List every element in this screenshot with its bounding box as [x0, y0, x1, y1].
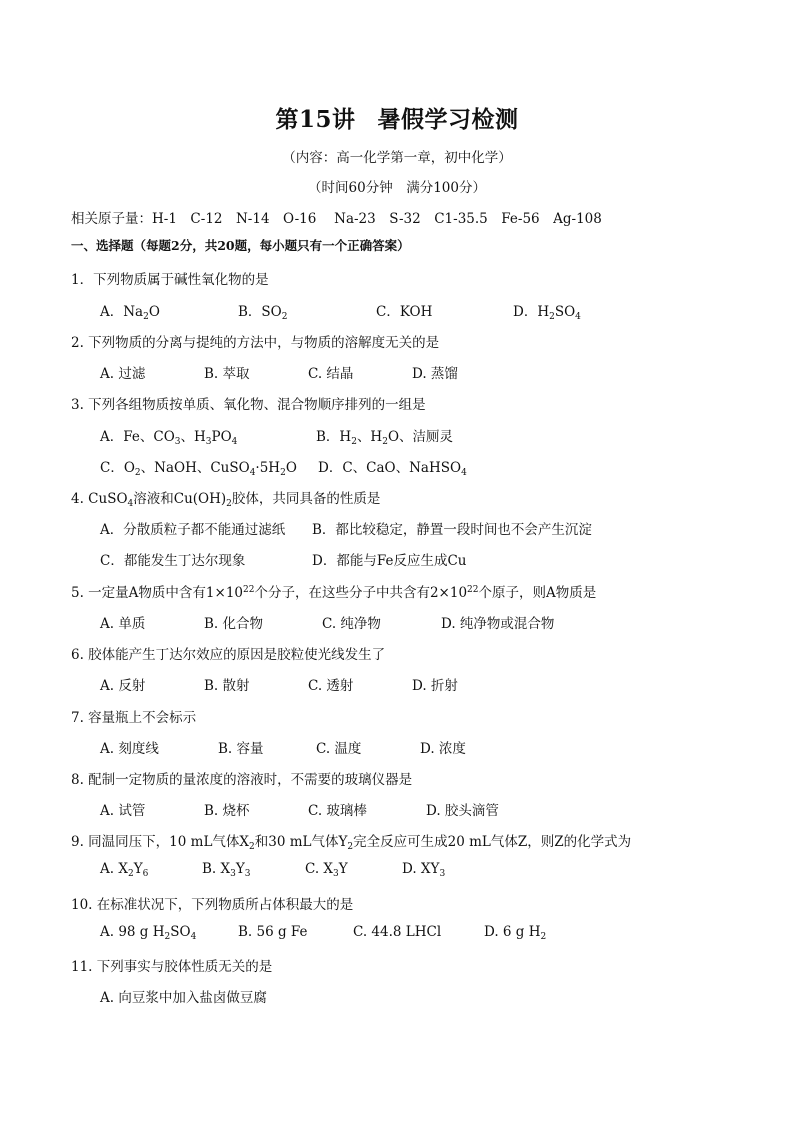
- question-stem: 10. 在标准状况下，下列物质所占体积最大的是: [71, 897, 354, 913]
- section-heading: 一、选择题（每题2分，共20题，每小题只有一个正确答案）: [71, 238, 410, 253]
- option-a: A. 刻度线: [100, 741, 159, 757]
- option-c: C. 44.8 LHCl: [353, 924, 442, 940]
- option-d: D. 纯净物或混合物: [441, 616, 555, 632]
- option-c: C．$O_2$、NaOH、$CuSO_4\cdot 5H_2O$: [100, 460, 297, 478]
- option-b: B. 萃取: [204, 366, 250, 382]
- option-d: D．都能与Fe反应生成Cu: [312, 553, 467, 569]
- option-a: A．分散质粒子都不能通过滤纸: [100, 522, 286, 538]
- question-stem: 11. 下列事实与胶体性质无关的是: [71, 959, 273, 975]
- option-a: A．Fe、$CO_3$、$H_3PO_4$: [100, 429, 238, 447]
- option-b: B．$SO_2$: [238, 304, 288, 322]
- option-c: C. 纯净物: [322, 616, 381, 632]
- option-c: C．都能发生丁达尔现象: [100, 553, 246, 569]
- option-a: A. 试管: [100, 803, 146, 819]
- option-b: B. 化合物: [204, 616, 264, 632]
- option-a: A．$Na_2O$: [100, 304, 160, 322]
- option-b: B．都比较稳定，静置一段时间也不会产生沉淀: [312, 522, 592, 538]
- option-d: D．C、CaO、NaHSO$_4$: [318, 460, 467, 478]
- question-stem: 2. 下列物质的分离与提纯的方法中，与物质的溶解度无关的是: [71, 335, 440, 351]
- option-a: A. 向豆浆中加入盐卤做豆腐: [100, 990, 267, 1006]
- option-c: C．KOH: [376, 304, 433, 320]
- question-stem: 7. 容量瓶上不会标示: [71, 710, 197, 726]
- time-note: （时间60分钟 满分100分）: [308, 180, 486, 196]
- option-d: D．$H_2SO_4$: [513, 304, 581, 322]
- option-c: C. 结晶: [308, 366, 354, 382]
- option-b: B. 56 g Fe: [238, 924, 308, 940]
- option-d: D. 折射: [412, 678, 458, 694]
- option-c: C. 玻璃棒: [308, 803, 367, 819]
- option-d: D. 胶头滴管: [426, 803, 499, 819]
- question-stem: 4. CuSO$_4$溶液和$Cu(OH)_2$胶体，共同具备的性质是: [71, 491, 381, 509]
- option-d: D. 6 g $H_2$: [484, 924, 547, 942]
- option-c: C. $X_3Y$: [305, 861, 348, 879]
- option-c: C. 温度: [316, 741, 362, 757]
- option-b: B．$H_2$、$H_2O$、洁厕灵: [316, 429, 454, 447]
- option-d: D. 蒸馏: [412, 366, 458, 382]
- lecture-number: 第15讲: [275, 106, 356, 133]
- page-title: [0, 101, 794, 134]
- option-a: A. $X_2Y_6$: [100, 861, 149, 879]
- option-b: B. $X_3Y_3$: [202, 861, 251, 879]
- question-stem: 1．下列物质属于碱性氧化物的是: [71, 272, 269, 288]
- question-stem: 6. 胶体能产生丁达尔效应的原因是胶粒使光线发生了: [71, 647, 386, 663]
- option-a: A. 反射: [100, 678, 146, 694]
- exam-title: 暑假学习检测: [377, 106, 519, 133]
- question-stem: 3. 下列各组物质按单质、氧化物、混合物顺序排列的一组是: [71, 397, 426, 413]
- option-a: A. 过滤: [100, 366, 146, 382]
- question-stem: 5. 一定量A物质中含有$1\times 10^{22}$个分子，在这些分子中共含有$2\times 10^{22}$个原子，则A物质是: [71, 585, 597, 601]
- option-b: B. 容量: [218, 741, 264, 757]
- atomic-mass-line: 相关原子量：H-1 C-12 N-14 O-16 Na-23 S-32 C1-35.5 Fe-56 Ag-108: [71, 211, 602, 227]
- option-d: D. $XY_3$: [402, 861, 446, 879]
- option-b: B. 散射: [204, 678, 250, 694]
- option-c: C. 透射: [308, 678, 354, 694]
- question-stem: 9. 同温同压下，10 mL气体$X_2$和30 mL气体$Y_2$完全反应可生成20 mL气体Z，则Z的化学式为: [71, 834, 632, 852]
- content-note: （内容：高一化学第一章，初中化学）: [282, 150, 512, 166]
- option-a: A. 单质: [100, 616, 146, 632]
- option-a: A. 98 g $H_2SO_4$: [100, 924, 197, 942]
- option-b: B. 烧杯: [204, 803, 250, 819]
- question-stem: 8. 配制一定物质的量浓度的溶液时，不需要的玻璃仪器是: [71, 772, 413, 788]
- option-d: D. 浓度: [420, 741, 466, 757]
